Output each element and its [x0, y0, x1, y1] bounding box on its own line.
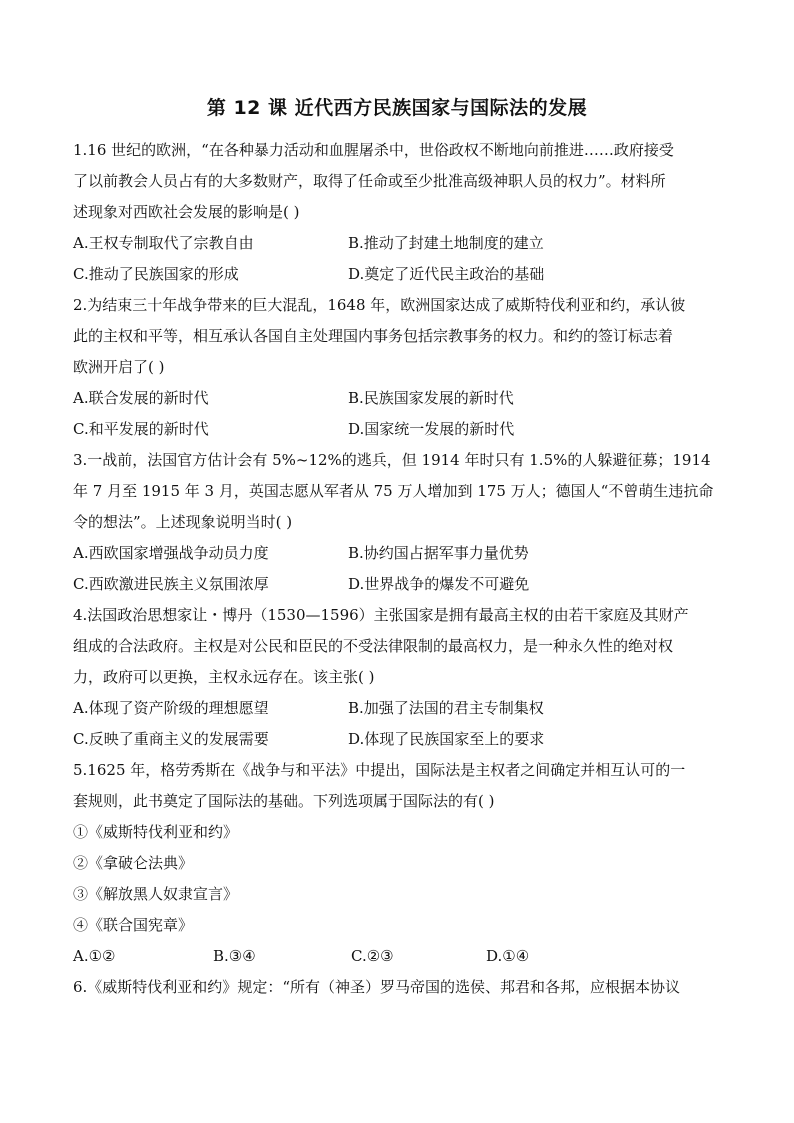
options-row	[73, 941, 723, 972]
option-b[interactable]: B.加强了法国的君主专制集权	[348, 699, 544, 717]
question-6	[73, 972, 723, 1003]
question-text-line: 力，政府可以更换，主权永远存在。该主张( )	[73, 668, 375, 686]
question-text-line: 令的想法”。上述现象说明当时( )	[73, 513, 293, 531]
options-row	[73, 569, 723, 600]
option-c[interactable]: C.反映了重商主义的发展需要	[73, 730, 269, 748]
question-text-line: 4.法国政治思想家让・博丹（1530—1596）主张国家是拥有最高主权的由若干家庭及其财产	[73, 606, 689, 624]
options-row	[73, 693, 723, 724]
option-c[interactable]: C.②③	[351, 947, 394, 965]
option-a[interactable]: A.西欧国家增强战争动员力度	[73, 544, 269, 562]
question-1	[73, 135, 723, 290]
option-d[interactable]: D.①④	[486, 947, 530, 965]
option-d[interactable]: D.世界战争的爆发不可避免	[348, 575, 530, 593]
question-text-line: 3.一战前，法国官方估计会有 5%~12%的逃兵，但 1914 年时只有 1.5%的人躲避征募；1914	[73, 451, 711, 469]
question-text-line: 组成的合法政府。主权是对公民和臣民的不受法律限制的最高权力，是一种永久性的绝对权	[73, 637, 674, 655]
option-b[interactable]: B.③④	[213, 947, 256, 965]
options-row	[73, 383, 723, 414]
option-b[interactable]: B.民族国家发展的新时代	[348, 389, 514, 407]
option-d[interactable]: D.奠定了近代民主政治的基础	[348, 265, 545, 283]
question-text-line: 5.1625 年，格劳秀斯在《战争与和平法》中提出，国际法是主权者之间确定并相互认可的一	[73, 761, 686, 779]
option-a[interactable]: A.王权专制取代了宗教自由	[73, 234, 254, 252]
option-b[interactable]: B.推动了封建土地制度的建立	[348, 234, 544, 252]
question-text-line: 套规则，此书奠定了国际法的基础。下列选项属于国际法的有( )	[73, 792, 495, 810]
question-5	[73, 755, 723, 972]
options-row	[73, 538, 723, 569]
question-text-line: 6.《威斯特伐利亚和约》规定：“所有（神圣）罗马帝国的选侯、邦君和各邦，应根据本协议	[73, 978, 680, 996]
question-2	[73, 290, 723, 445]
options-row	[73, 724, 723, 755]
question-text-line: 1.16 世纪的欧洲，“在各种暴力活动和血腥屠杀中，世俗政权不断地向前推进……政府接受	[73, 141, 674, 159]
option-b[interactable]: B.协约国占据军事力量优势	[348, 544, 529, 562]
list-item: ④《联合国宪章》	[73, 916, 194, 934]
question-text-line: 了以前教会人员占有的大多数财产，取得了任命或至少批准高级神职人员的权力”。材料所	[73, 172, 666, 190]
option-a[interactable]: A.联合发展的新时代	[73, 389, 209, 407]
list-item: ①《威斯特伐利亚和约》	[73, 823, 239, 841]
question-4	[73, 600, 723, 755]
question-3	[73, 445, 723, 600]
option-c[interactable]: C.西欧激进民族主义氛围浓厚	[73, 575, 269, 593]
options-row	[73, 259, 723, 290]
option-a[interactable]: A.①②	[73, 947, 116, 965]
question-text-line: 2.为结束三十年战争带来的巨大混乱，1648 年，欧洲国家达成了威斯特伐利亚和约，承认彼	[73, 296, 686, 314]
option-a[interactable]: A.体现了资产阶级的理想愿望	[73, 699, 269, 717]
lesson-title: 第 12 课 近代西方民族国家与国际法的发展	[206, 97, 588, 119]
options-row	[73, 228, 723, 259]
question-text-line: 欧洲开启了( )	[73, 358, 165, 376]
list-item: ③《解放黑人奴隶宣言》	[73, 885, 239, 903]
option-c[interactable]: C.推动了民族国家的形成	[73, 265, 239, 283]
question-list	[73, 135, 723, 1003]
question-text-line: 此的主权和平等，相互承认各国自主处理国内事务包括宗教事务的权力。和约的签订标志着	[73, 327, 674, 345]
option-d[interactable]: D.体现了民族国家至上的要求	[348, 730, 545, 748]
option-d[interactable]: D.国家统一发展的新时代	[348, 420, 515, 438]
question-text-line: 年 7 月至 1915 年 3 月，英国志愿从军者从 75 万人增加到 175 万人；德国人“不曾萌生违抗命	[73, 482, 714, 500]
question-text-line: 述现象对西欧社会发展的影响是( )	[73, 203, 300, 221]
options-row	[73, 414, 723, 445]
list-item: ②《拿破仑法典》	[73, 854, 194, 872]
option-c[interactable]: C.和平发展的新时代	[73, 420, 209, 438]
